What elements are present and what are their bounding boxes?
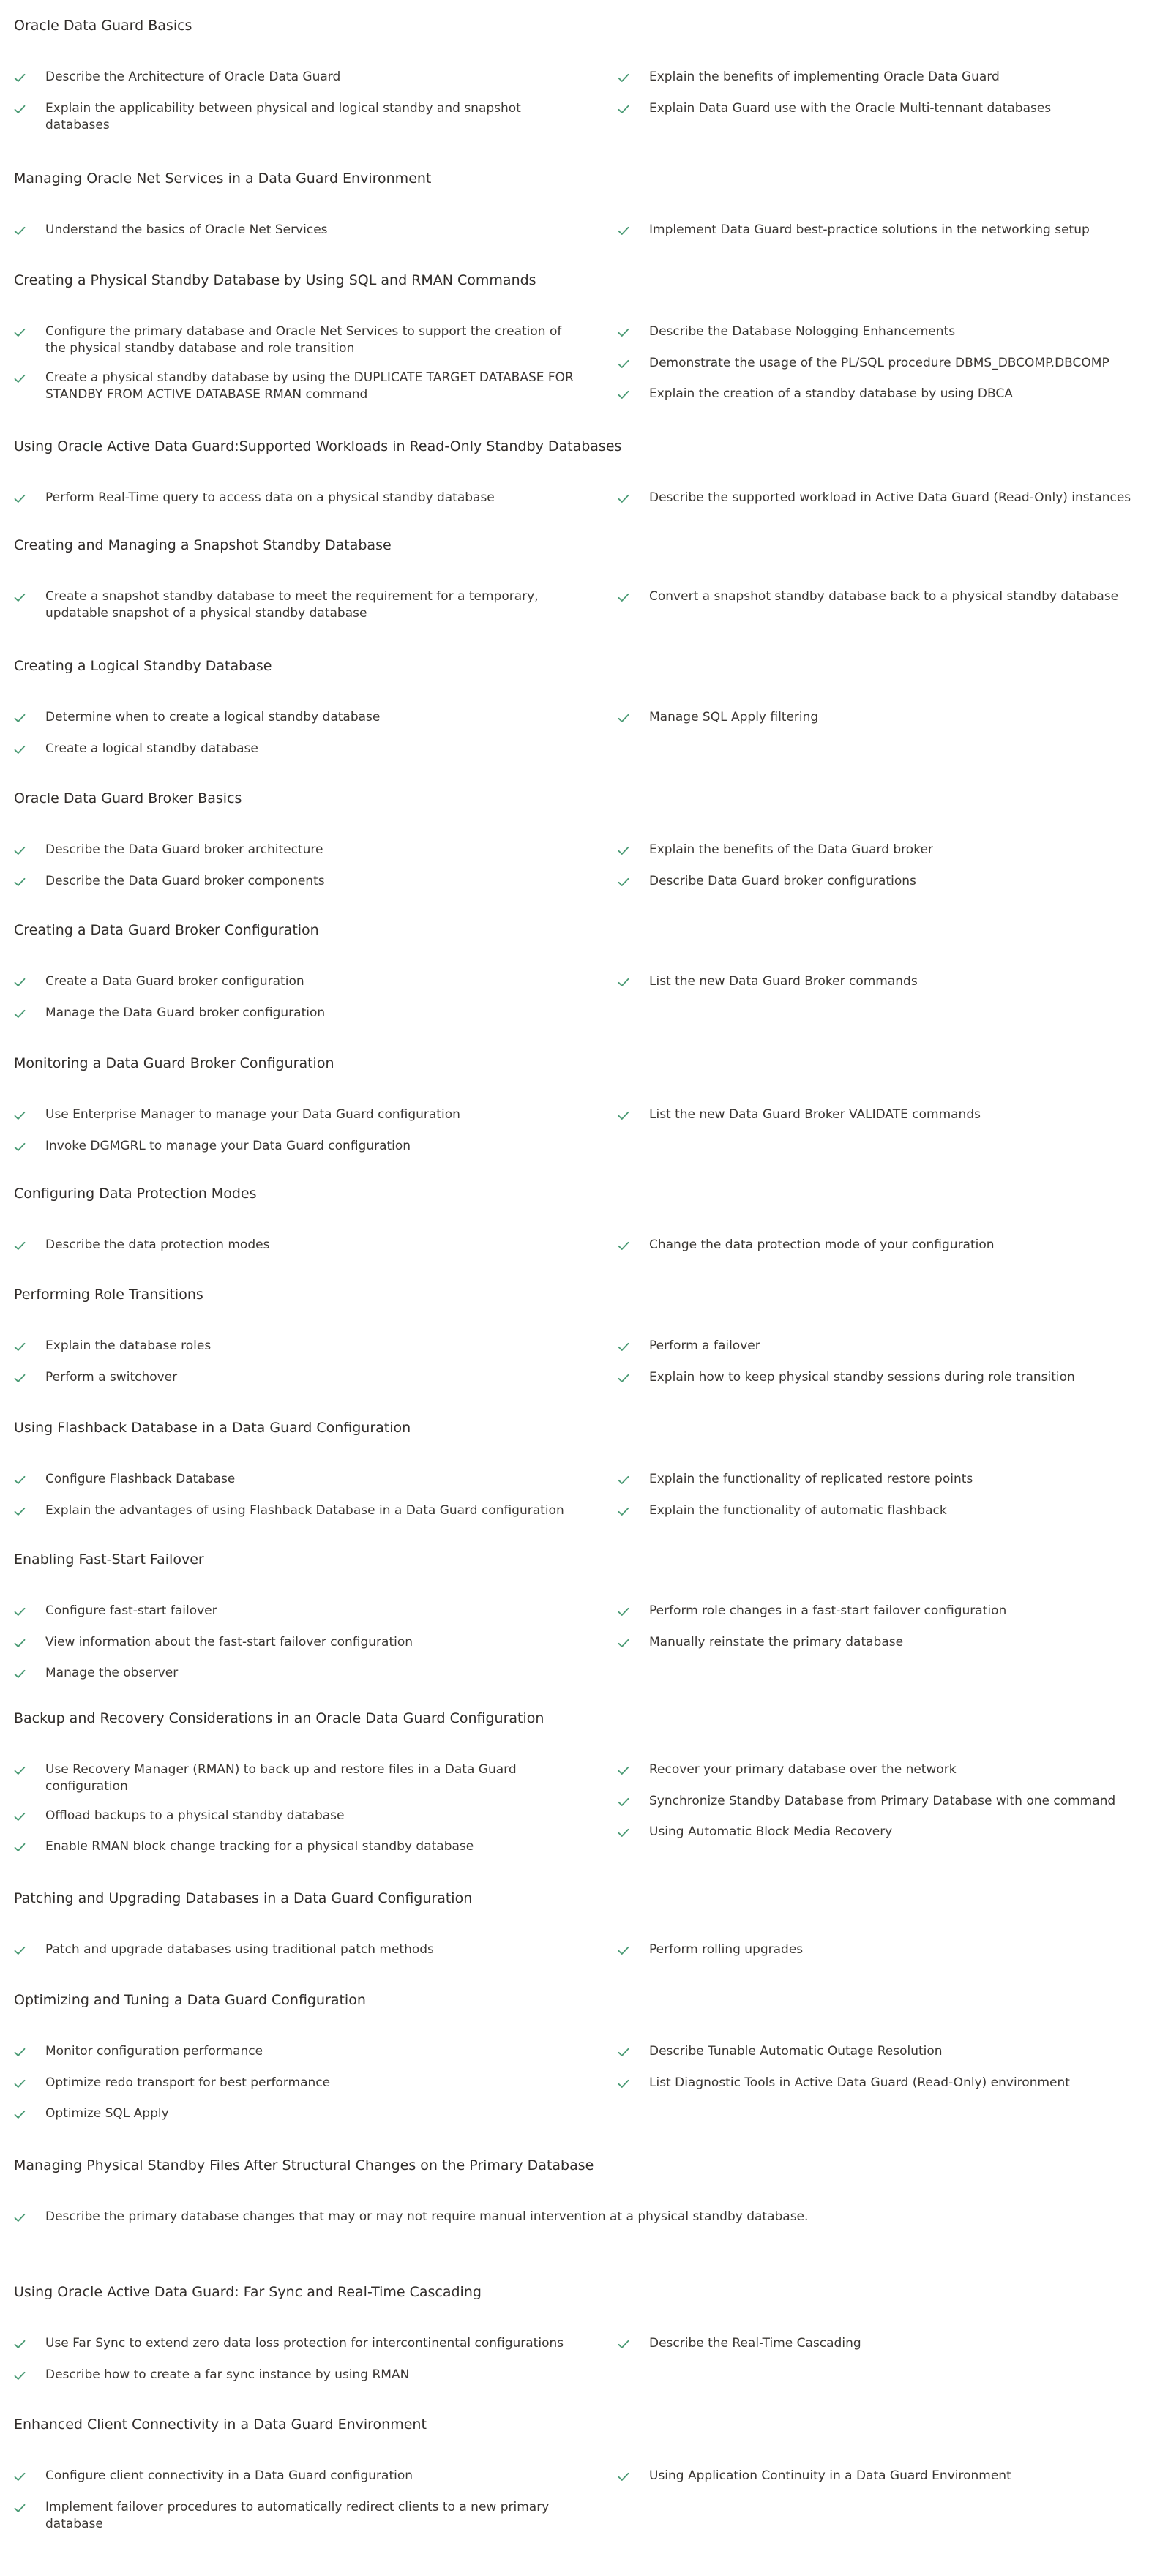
- objective-text: Implement Data Guard best-practice solutions in the networking setup: [649, 222, 1090, 237]
- checkmark-icon: [14, 325, 31, 340]
- checkmark-icon: [618, 387, 635, 402]
- checkmark-icon: [618, 102, 635, 116]
- objective-text: Understand the basics of Oracle Net Services: [45, 222, 328, 237]
- objective-text: Implement failover procedures to automatically redirect clients to a new primary database: [45, 2500, 550, 2531]
- objective-text: Manually reinstate the primary database: [649, 1635, 904, 1650]
- objective-text: Describe the Database Nologging Enhancements: [649, 324, 956, 339]
- objective-text: Monitor configuration performance: [45, 2044, 263, 2059]
- objective-text: Invoke DGMGRL to manage your Data Guard configuration: [45, 1139, 411, 1153]
- checkmark-icon: [618, 491, 635, 506]
- objective-text: View information about the fast-start failover configuration: [45, 1635, 413, 1650]
- checkmark-icon: [14, 2045, 31, 2059]
- section-title: Creating a Logical Standby Database: [14, 658, 272, 674]
- checkmark-icon: [618, 2045, 635, 2059]
- checkmark-icon: [14, 2076, 31, 2091]
- checkmark-icon: [618, 1108, 635, 1123]
- objective-text: List Diagnostic Tools in Active Data Guard (Read-Only) environment: [649, 2075, 1070, 2090]
- checkmark-icon: [14, 1666, 31, 1681]
- checkmark-icon: [618, 875, 635, 889]
- section-title: Using Oracle Active Data Guard: Far Sync and Real-Time Cascading: [14, 2284, 482, 2300]
- objective-text: Use Recovery Manager (RMAN) to back up and restore files in a Data Guard configuration: [45, 1762, 517, 1794]
- objective-text: Describe the supported workload in Active Data Guard (Read-Only) instances: [649, 490, 1131, 505]
- objective-text: Configure the primary database and Oracle Net Services to support the creation of the physical standby database and role transition: [45, 324, 562, 356]
- objective-text: Configure client connectivity in a Data Guard configuration: [45, 2468, 413, 2483]
- objective-text: Create a logical standby database: [45, 741, 258, 756]
- objective-text: Perform Real-Time query to access data on a physical standby database: [45, 490, 495, 505]
- objective-text: List the new Data Guard Broker commands: [649, 974, 918, 989]
- section-title: Performing Role Transitions: [14, 1287, 203, 1303]
- checkmark-icon: [618, 2076, 635, 2091]
- section-title: Enhanced Client Connectivity in a Data Guard Environment: [14, 2416, 427, 2433]
- section-title: Creating a Data Guard Broker Configuration: [14, 922, 319, 938]
- checkmark-icon: [618, 1636, 635, 1650]
- objective-text: Configure fast-start failover: [45, 1603, 217, 1618]
- objective-text: Convert a snapshot standby database back to a physical standby database: [649, 589, 1119, 604]
- checkmark-icon: [618, 1794, 635, 1809]
- objective-text: Using Automatic Block Media Recovery: [649, 1824, 893, 1839]
- checkmark-icon: [618, 1238, 635, 1253]
- checkmark-icon: [14, 70, 31, 85]
- checkmark-icon: [618, 1339, 635, 1354]
- checkmark-icon: [618, 2469, 635, 2484]
- checkmark-icon: [14, 1840, 31, 1854]
- checkmark-icon: [14, 1636, 31, 1650]
- objective-text: Perform rolling upgrades: [649, 1942, 804, 1957]
- objective-text: Describe the Architecture of Oracle Data Guard: [45, 70, 341, 84]
- checkmark-icon: [14, 1371, 31, 1385]
- section-title: Backup and Recovery Considerations in an Oracle Data Guard Configuration: [14, 1710, 544, 1726]
- checkmark-icon: [14, 371, 31, 386]
- checkmark-icon: [14, 1943, 31, 1958]
- objective-text: Create a snapshot standby database to meet the requirement for a temporary, updatable snapshot of a physical standby database: [45, 589, 539, 621]
- checkmark-icon: [14, 102, 31, 116]
- objective-text: Describe Tunable Automatic Outage Resolution: [649, 2044, 943, 2059]
- checkmark-icon: [14, 1108, 31, 1123]
- section-title: Patching and Upgrading Databases in a Data Guard Configuration: [14, 1890, 473, 1906]
- objective-text: Create a physical standby database by using the DUPLICATE TARGET DATABASE FOR STANDBY FROM ACTIVE DATABASE RMAN command: [45, 370, 574, 402]
- section-title: Optimizing and Tuning a Data Guard Configuration: [14, 1992, 366, 2008]
- checkmark-icon: [618, 356, 635, 371]
- objective-text: Optimize SQL Apply: [45, 2106, 169, 2121]
- checkmark-icon: [14, 1763, 31, 1778]
- checkmark-icon: [618, 975, 635, 989]
- checkmark-icon: [14, 2368, 31, 2383]
- checkmark-icon: [618, 1943, 635, 1958]
- objective-text: Enable RMAN block change tracking for a physical standby database: [45, 1839, 474, 1854]
- checkmark-icon: [618, 1825, 635, 1840]
- objective-text: Describe how to create a far sync instance by using RMAN: [45, 2367, 410, 2382]
- objective-text: Using Application Continuity in a Data Guard Environment: [649, 2468, 1011, 2483]
- objective-text: Patch and upgrade databases using traditional patch methods: [45, 1942, 434, 1957]
- checkmark-icon: [14, 1139, 31, 1154]
- objective-text: Create a Data Guard broker configuration: [45, 974, 304, 989]
- objective-text: List the new Data Guard Broker VALIDATE commands: [649, 1107, 981, 1122]
- checkmark-icon: [14, 742, 31, 757]
- objective-text: Optimize redo transport for best performance: [45, 2075, 331, 2090]
- section-title: Creating a Physical Standby Database by Using SQL and RMAN Commands: [14, 272, 536, 288]
- checkmark-icon: [14, 1238, 31, 1253]
- checkmark-icon: [618, 1604, 635, 1619]
- checkmark-icon: [618, 223, 635, 238]
- objective-text: Synchronize Standby Database from Primary Database with one command: [649, 1794, 1116, 1808]
- objective-text: Demonstrate the usage of the PL/SQL procedure DBMS_DBCOMP.DBCOMP: [649, 356, 1109, 370]
- checkmark-icon: [618, 1472, 635, 1487]
- checkmark-icon: [618, 1504, 635, 1519]
- checkmark-icon: [14, 1809, 31, 1824]
- objective-text: Explain the advantages of using Flashback Database in a Data Guard configuration: [45, 1503, 564, 1518]
- objective-text: Explain the functionality of replicated restore points: [649, 1472, 973, 1486]
- checkmark-icon: [14, 711, 31, 725]
- section-title: Monitoring a Data Guard Broker Configuration: [14, 1055, 334, 1071]
- checkmark-icon: [14, 2210, 31, 2225]
- checkmark-icon: [14, 2337, 31, 2351]
- section-title: Managing Oracle Net Services in a Data Guard Environment: [14, 171, 432, 187]
- objective-text: Describe Data Guard broker configurations: [649, 874, 916, 888]
- checkmark-icon: [14, 2107, 31, 2122]
- checkmark-icon: [14, 2469, 31, 2484]
- section-title: Oracle Data Guard Basics: [14, 18, 192, 34]
- checkmark-icon: [618, 2337, 635, 2351]
- objective-text: Explain the functionality of automatic flashback: [649, 1503, 947, 1518]
- objective-text: Use Enterprise Manager to manage your Data Guard configuration: [45, 1107, 460, 1122]
- checkmark-icon: [14, 1472, 31, 1487]
- objective-text: Describe the primary database changes that may or may not require manual intervention at a physical standby database.: [45, 2209, 809, 2224]
- objective-text: Perform role changes in a fast-start failover configuration: [649, 1603, 1007, 1618]
- objective-text: Change the data protection mode of your configuration: [649, 1238, 995, 1252]
- checkmark-icon: [14, 1006, 31, 1021]
- objective-text: Offload backups to a physical standby database: [45, 1808, 345, 1823]
- objective-text: Manage SQL Apply filtering: [649, 710, 819, 724]
- section-title: Enabling Fast-Start Failover: [14, 1551, 204, 1568]
- checkmark-icon: [618, 1763, 635, 1778]
- checkmark-icon: [14, 843, 31, 858]
- checkmark-icon: [14, 1339, 31, 1354]
- checkmark-icon: [14, 491, 31, 506]
- checkmark-icon: [14, 1604, 31, 1619]
- objective-text: Configure Flashback Database: [45, 1472, 236, 1486]
- checkmark-icon: [618, 70, 635, 85]
- checkmark-icon: [14, 2501, 31, 2515]
- objective-text: Explain Data Guard use with the Oracle Multi-tennant databases: [649, 101, 1052, 116]
- checkmark-icon: [618, 843, 635, 858]
- section-title: Using Oracle Active Data Guard:Supported Workloads in Read-Only Standby Databases: [14, 438, 622, 454]
- objective-text: Explain the applicability between physical and logical standby and snapshot databases: [45, 101, 521, 132]
- objective-text: Perform a failover: [649, 1338, 760, 1353]
- objective-text: Describe the data protection modes: [45, 1238, 270, 1252]
- objective-text: Describe the Data Guard broker components: [45, 874, 325, 888]
- objective-text: Use Far Sync to extend zero data loss protection for intercontinental configurations: [45, 2336, 564, 2351]
- checkmark-icon: [14, 223, 31, 238]
- checkmark-icon: [14, 875, 31, 889]
- objective-text: Recover your primary database over the network: [649, 1762, 957, 1777]
- section-title: Creating and Managing a Snapshot Standby Database: [14, 537, 392, 553]
- objective-text: Explain the creation of a standby database by using DBCA: [649, 386, 1013, 401]
- objective-text: Perform a switchover: [45, 1370, 178, 1385]
- section-title: Oracle Data Guard Broker Basics: [14, 790, 242, 806]
- objective-text: Describe the Real-Time Cascading: [649, 2336, 861, 2351]
- checkmark-icon: [618, 1371, 635, 1385]
- checkmark-icon: [14, 975, 31, 989]
- objective-text: Explain how to keep physical standby sessions during role transition: [649, 1370, 1075, 1385]
- objective-text: Describe the Data Guard broker architecture: [45, 842, 323, 857]
- checkmark-icon: [14, 1504, 31, 1519]
- objective-text: Manage the observer: [45, 1666, 179, 1680]
- section-title: Managing Physical Standby Files After Structural Changes on the Primary Database: [14, 2157, 594, 2174]
- checkmark-icon: [618, 711, 635, 725]
- checkmark-icon: [618, 325, 635, 340]
- objective-text: Explain the benefits of the Data Guard broker: [649, 842, 933, 857]
- objective-text: Determine when to create a logical standby database: [45, 710, 381, 724]
- checkmark-icon: [14, 590, 31, 604]
- objective-text: Explain the benefits of implementing Oracle Data Guard: [649, 70, 1000, 84]
- section-title: Using Flashback Database in a Data Guard Configuration: [14, 1420, 411, 1436]
- objective-text: Explain the database roles: [45, 1338, 212, 1353]
- section-title: Configuring Data Protection Modes: [14, 1186, 257, 1202]
- objective-text: Manage the Data Guard broker configuration: [45, 1006, 326, 1020]
- checkmark-icon: [618, 590, 635, 604]
